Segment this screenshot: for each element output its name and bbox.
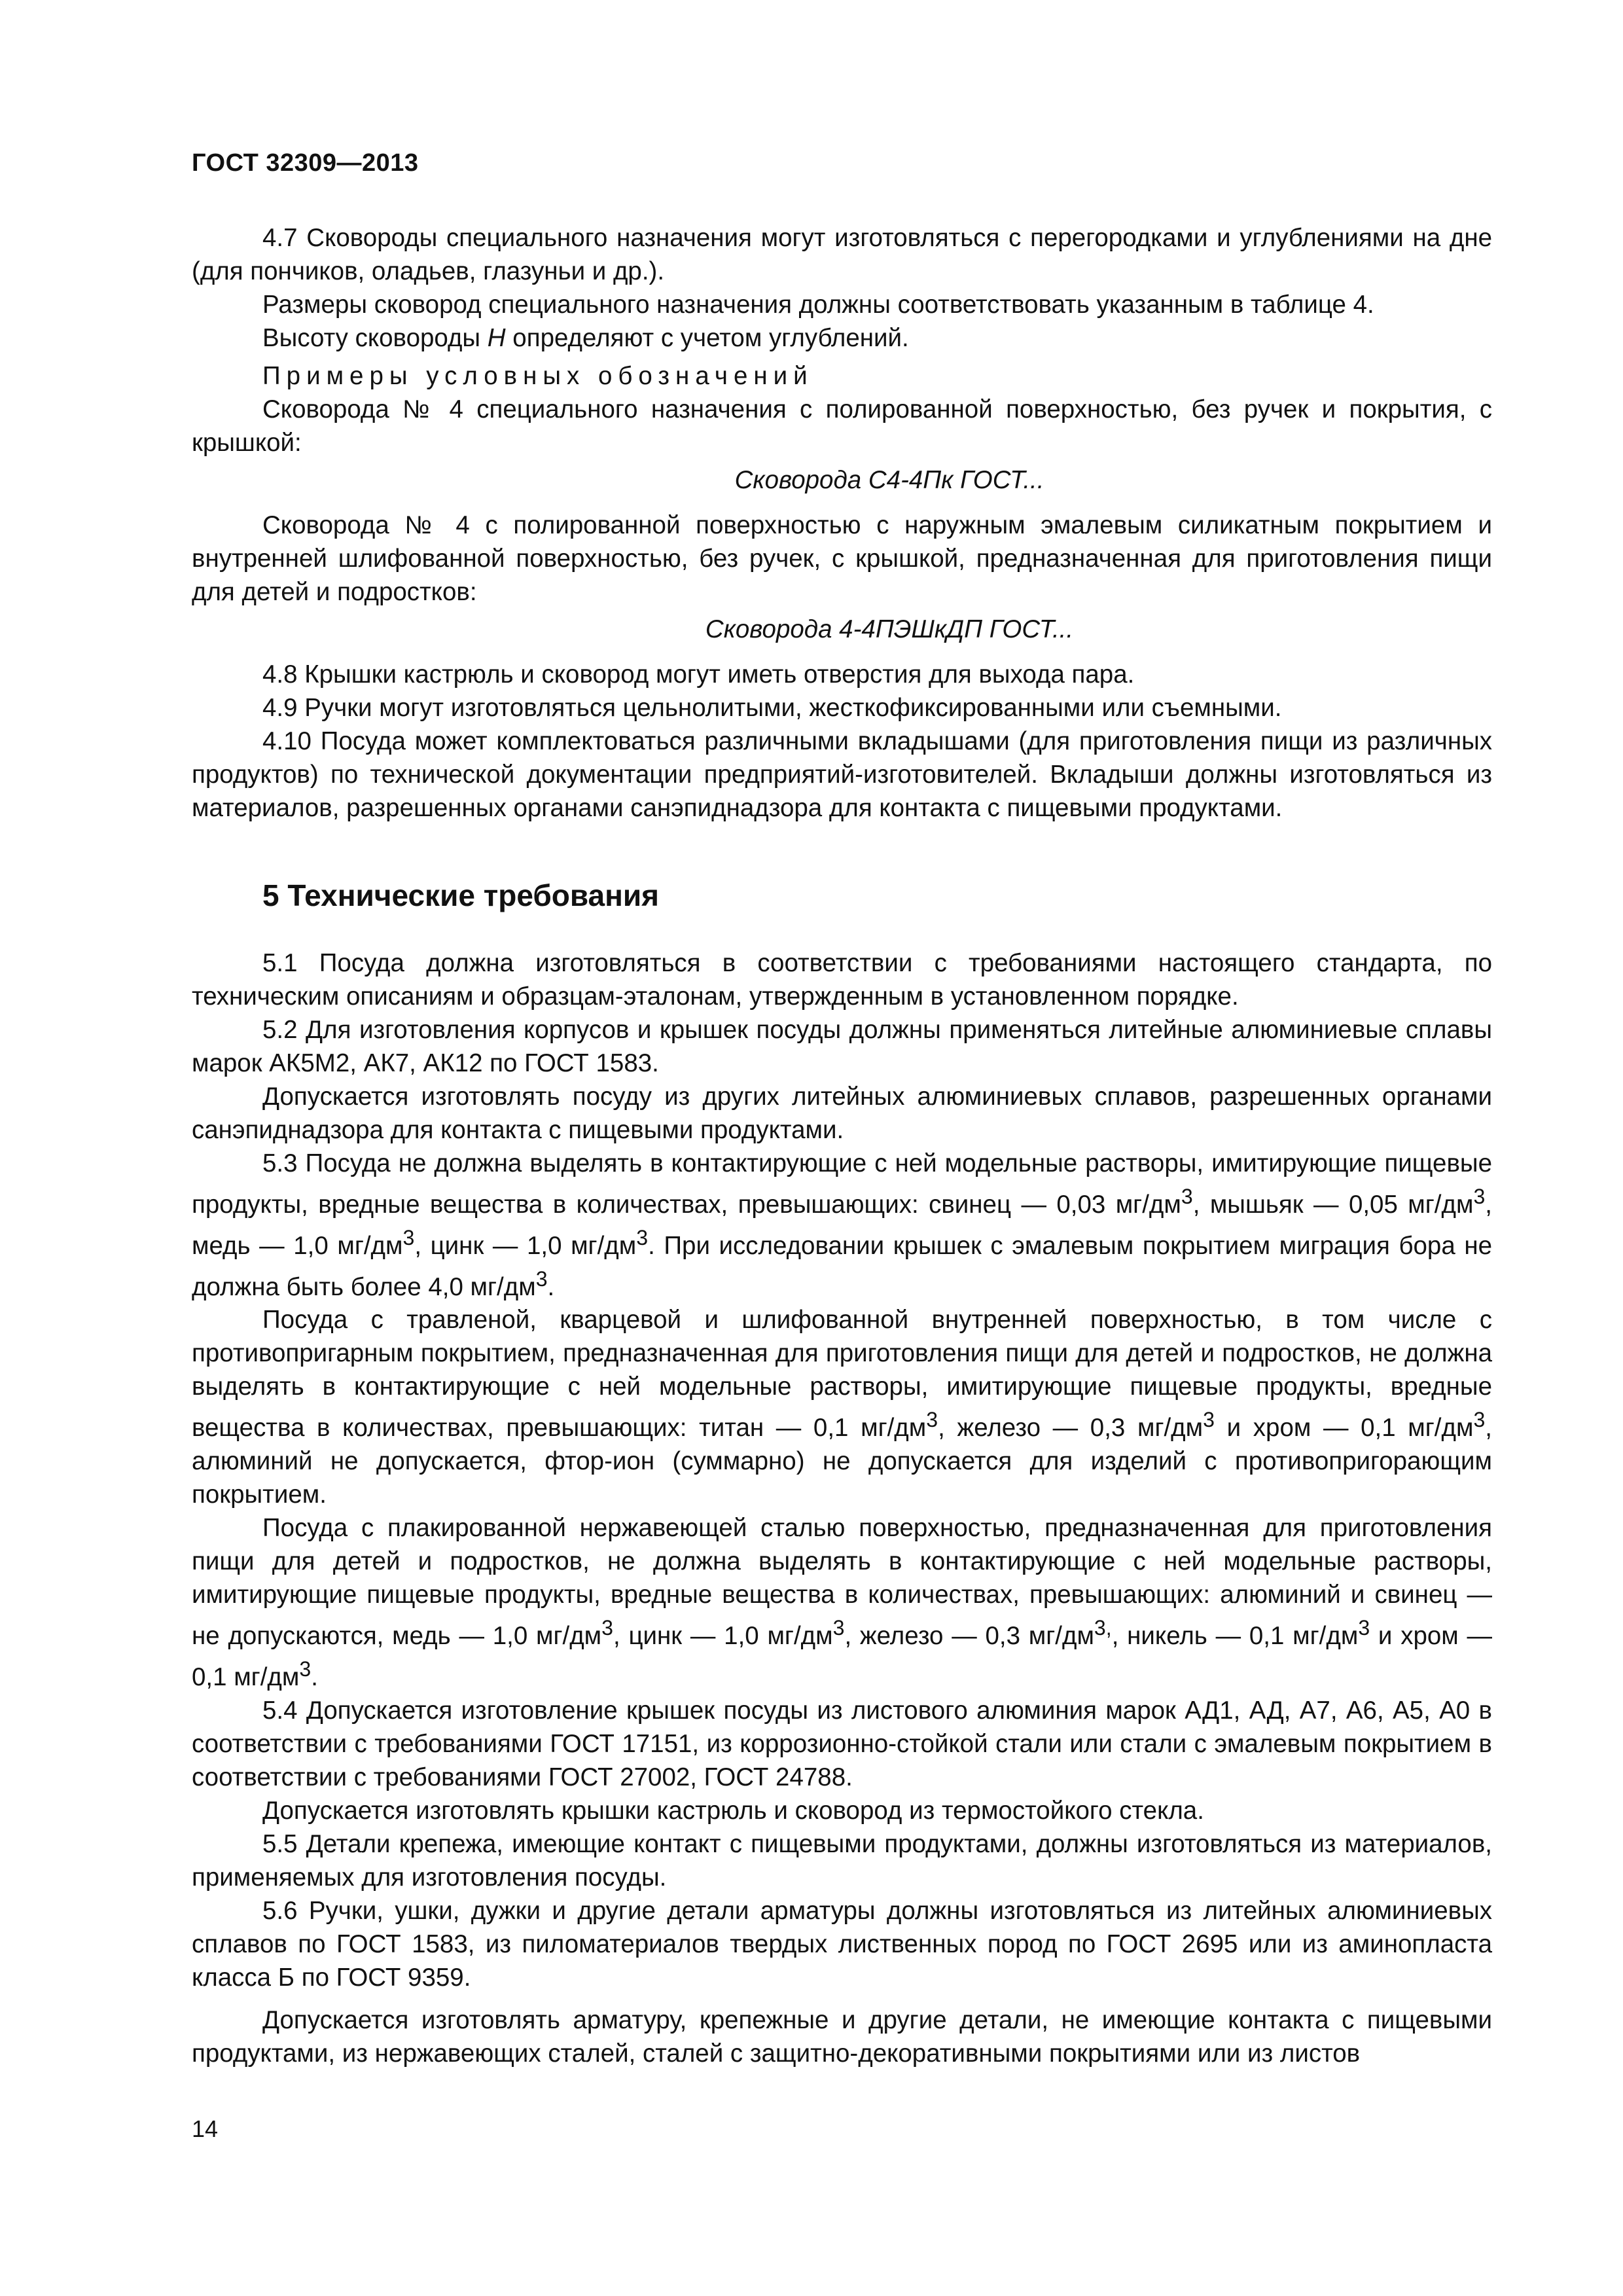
examples-heading: Примеры условных обозначений [262,362,813,390]
text-part: , цинк — 1,0 мг/дм [613,1622,833,1651]
superscript: 3 [402,1225,415,1249]
text-part: , алюминий не допускается, фтор-ион (суммарно) не допускается для изделий с противопригорающим покрытием. [192,1414,1492,1509]
paragraph-4-7: 4.7 Сковороды специального назначения могут изготовляться с перегородками и углублениями на дне (для пончиков, оладьев, глазуньи и др.). [192,224,1492,285]
superscript: 3 [601,1616,613,1640]
paragraph-4-7-sizes: Размеры сковород специального назначения должны соответствовать указанным в таблице 4. [262,291,1374,319]
paragraph-5-5: 5.5 Детали крепежа, имеющие контакт с пищевыми продуктами, должны изготовляться из материалов, применяемых для изготовления посуды. [192,1829,1492,1892]
text-part: , железо — 0,3 мг/дм [844,1622,1094,1651]
text-part: , железо — 0,3 мг/дм [938,1414,1204,1443]
text-part: . При исследовании крышек с эмалевым покрытием миграция бора не должна быть более 4,0 мг/дм [192,1231,1493,1301]
text-part: , медь — 1,0 мг/дм [192,1190,1492,1260]
paragraph-5-2-alloys: Допускается изготовлять посуду из других литейных алюминиевых сплавов, разрешенных органами санэпиднадзора для контакта с пищевыми продуктами. [192,1083,1492,1144]
section-5-title: 5 Технические требования [262,878,659,912]
text-part: . [547,1272,555,1301]
paragraph-5-3-etched [192,1303,1492,1511]
paragraph-5-4: 5.4 Допускается изготовление крышек посуды из листового алюминия марок АД1, АД, А7, А6, А5, А0 в соответствии с требованиями ГОСТ 17151, из коррозионно-стойкой стали или стали с эмалевым покрытием в соответствии с требованиями ГОСТ 27002, ГОСТ 24788. [192,1696,1492,1791]
variable-h: H [487,324,506,352]
superscript: 3 [1203,1408,1215,1432]
text-part: Посуда с травленой, кварцевой и шлифованной внутренней поверхностью, в том числе с противопригарным покрытием, предназначенная для приготовления пищи для детей и подростков, не должна выделять в контактирующие с ней модельные растворы, имитирующие пищевые продукты, вредные вещества в количествах, превышающих: титан — 0,1 мг/дм [192,1306,1492,1443]
text-part: Посуда с плакированной нержавеющей сталью поверхностью, предназначенная для приготовления пищи для детей и подростков, не должна выделять в контактирующие с ней модельные растворы, имитирующие пищевые продукты, вредные вещества в количествах, превышающих: алюминий и свинец — не допускаются, медь — 1,0 мг/дм [192,1514,1492,1651]
text-part: и хром — 0,1 мг/дм [1214,1414,1474,1443]
document-body [192,221,1492,2070]
paragraph-4-7-height [192,321,1492,355]
superscript: 3 [1358,1616,1370,1640]
text-part: определяют с учетом углублений. [505,324,909,352]
text-part: Высоту сковороды [262,324,488,352]
superscript: 3, [1094,1616,1112,1640]
paragraph-4-9: 4.9 Ручки могут изготовляться цельнолитыми, жесткофиксированными или съемными. [262,694,1282,722]
superscript: 3 [299,1657,312,1681]
page-number: 14 [192,2115,219,2142]
example-1-description: Сковорода № 4 специального назначения с полированной поверхностью, без ручек и покрытия, с крышкой: [192,395,1492,457]
example-2-designation: Сковорода 4-4ПЭШкДП ГОСТ... [705,615,1074,643]
text-part: . [311,1662,318,1691]
superscript: 3 [1473,1185,1486,1208]
paragraph-4-8: 4.8 Крышки кастрюль и сковород могут иметь отверстия для выхода пара. [262,660,1135,689]
standard-header: ГОСТ 32309—2013 [192,149,419,177]
example-1-designation: Сковорода С4-4Пк ГОСТ... [734,466,1044,494]
text-part: , никель — 0,1 мг/дм [1111,1622,1359,1651]
text-part: 5.3 Посуда не должна выделять в контактирующие с ней модельные растворы, имитирующие пищевые продукты, вредные вещества в количествах, превышающих: свинец — 0,03 мг/дм [192,1149,1492,1219]
paragraph-5-1: 5.1 Посуда должна изготовляться в соответствии с требованиями настоящего стандарта, по техническим описаниям и образцам-эталонам, утвержденным в установленном порядке. [192,949,1492,1011]
superscript: 3 [1473,1408,1486,1432]
paragraph-4-10: 4.10 Посуда может комплектоваться различными вкладышами (для приготовления пищи из различных продуктов) по технической документации предприятий-изготовителей. Вкладыши должны изготовляться из материалов, разрешенных органами санэпиднадзора для контакта с пищевыми продуктами. [192,727,1492,822]
superscript: 3 [535,1266,548,1291]
superscript: 3 [832,1616,845,1640]
text-part: и хром — 0,1 мг/дм [192,1622,1493,1691]
example-2-description: Сковорода № 4 с полированной поверхностью с наружным эмалевым силикатным покрытием и внутренней шлифованной поверхностью, без ручек, с крышкой, предназначенная для приготовления пищи для детей и подростков: [192,511,1492,606]
paragraph-5-4-glass: Допускается изготовлять крышки кастрюль и сковород из термостойкого стекла. [262,1796,1204,1825]
paragraph-5-3-clad [192,1511,1492,1694]
superscript: 3 [926,1408,938,1432]
text-part: , цинк — 1,0 мг/дм [414,1231,637,1260]
superscript: 3 [636,1225,649,1249]
paragraph-5-6: 5.6 Ручки, ушки, дужки и другие детали арматуры должны изготовляться из литейных алюминиевых сплавов по ГОСТ 1583, из пиломатериалов твердых лиственных пород по ГОСТ 2695 или из аминопласта класса Б по ГОСТ 9359. [192,1896,1492,1992]
paragraph-5-3 [192,1147,1492,1303]
paragraph-5-6-fittings: Допускается изготовлять арматуру, крепежные и другие детали, не имеющие контакта с пищевыми продуктами, из нержавеющих сталей, сталей с защитно-декоративными покрытиями или из листов [192,2005,1492,2068]
text-part: , мышьяк — 0,05 мг/дм [1192,1190,1474,1219]
paragraph-5-2: 5.2 Для изготовления корпусов и крышек посуды должны применяться литейные алюминиевые сплавы марок АК5М2, АК7, АК12 по ГОСТ 1583. [192,1016,1492,1077]
superscript: 3 [1181,1185,1193,1208]
